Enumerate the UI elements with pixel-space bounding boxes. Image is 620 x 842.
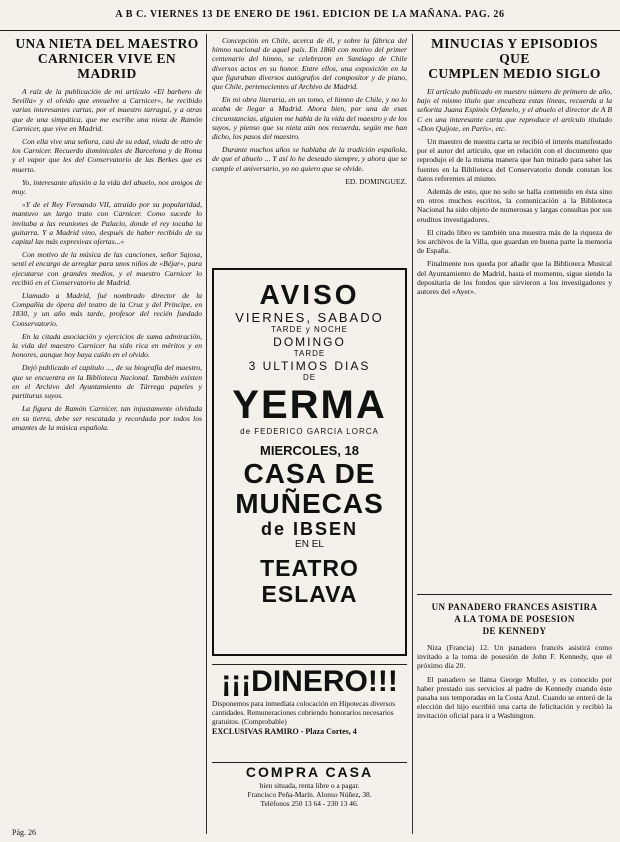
dinero-footer: EXCLUSIVAS RAMIRO - Plaza Cortes, 4 [212,727,357,736]
headline-line-3: DE KENNEDY [482,626,547,636]
ad-en-el: EN EL [295,539,324,550]
paragraph: Finalmente nos queda por añadir que la Biblioteca Musical del Ayuntamiento de Madrid, hasta el momento, sigue siendo la depositaria de los fondos que sirvieron a los investigadores y autores del «Ayer». [417,259,612,297]
headline-line-2: CUMPLEN MEDIO SIGLO [428,66,601,81]
paragraph: Además de esto, que no solo se halla contenido en ésta sino en otros muchos escritos, la comunicación a la Biblioteca Nacional ha sido objeto de numerosas y largas consultas por sus eruditos investigadores. [417,187,612,224]
article-panadero [417,594,612,835]
ad-tarde-noche: TARDE y NOCHE [271,325,348,334]
running-head: A B C. VIERNES 13 DE ENERO DE 1961. EDICION DE LA MAÑANA. PAG. 26 [0,0,620,31]
column-rule-2 [412,34,413,834]
compra-headline: COMPRA CASA [245,764,374,780]
compra-line: Francisco Peña-Marín. Alonso Núñez, 38. [247,790,372,799]
signature: ED. DOMINGUEZ. [345,176,407,186]
paragraph: Niza (Francia) 12. Un panadero francés asistirá como invitado a la toma de posesión de John F. Kennedy, que el próximo día 20. [417,643,612,671]
headline-minucias [417,36,612,81]
ad-aviso: AVISO [259,279,360,310]
paragraph: Yo, interesante alusión a la vida del abuelo, nos amigos de muy. [12,177,202,197]
compra-line: Teléfonos 250 13 64 - 230 13 46. [260,799,359,808]
paragraph: Dejó publicado el capítulo ..., de su biografía del maestro, que se encuentra en la Biblioteca Nacional. También existen en el Archivo del Ayuntamiento de Tárrega papeles y partituras suyos. [12,363,202,401]
article-right-column [417,36,612,588]
dinero-headline: ¡¡¡DINERO!!! [221,665,398,698]
paragraph: El panadero se llama George Muller, y es conocido por haber prestado sus servicios al padre de Kennedy cuando éste pasaba sus temporadas en la Costa Azul. Cuando se enteró de la elección del hijo escribió una carta de felicitación y recibió la invitación oficial para ir a Washington. [417,674,612,721]
headline-line-1: UN PANADERO FRANCES ASISTIRA [431,602,598,612]
column-rule-1 [206,34,207,834]
dinero-text: Disponemos para inmediata colocación en Hipotecas diversos cantidades. Remuneraciones cubriendo honorarios necesarios gratuitos. (Comprobable) [212,699,396,726]
page-mark: Pág. 26 [12,828,36,837]
paragraph: «Y de el Rey Fernando VII, atraído por su popularidad, mantuvo un largo trato con Carnicer. Como sucede lo invitaba a las reuniones de Palacio, donde el rey tocaba la guitarra. Y a Madrid vino, después de haber recibido de su capital las más expresivas ofertas...» [12,200,202,247]
compra-casa-advertisement [212,762,407,833]
paragraph: En la citada asociación y ejercicios de suma admiración, la vida del maestro Carnicer ha sido rica en méritos y en honores, aunque hoy haya caído en el olvido. [12,331,202,360]
theatre-advertisement [212,268,407,656]
paragraph: La figura de Ramón Carnicer, tan injustamente olvidada en su tierra, debe ser rescatada y recordada por todos los amantes de la música española. [12,404,202,432]
paragraph: Con ella vive una señora, casi de su edad, viuda de otro de los Carnicer. Recuerdo dominicales de Barcelona y de Roma y el vapor que les del Conservatorio de las Berkes que es muerto. [12,137,202,174]
headline-line-2: A LA TOMA DE POSESION [454,614,575,624]
paragraph: El artículo publicado en nuestro número de primero de año, bajo el mismo título que encabeza estas líneas, recuerda a la señorita Juana Espinós Orfanelo, y el abuelo el director de A B C en una interesante carta que reproduce el artículo titulado «Don Quijote, en París», etc. [417,87,612,133]
paragraph: Llamado a Madrid, fué nombrado director de la Compañía de ópera del teatro de la Cruz y del Príncipe, en 1830, y un año más tarde, profesor del recién fundado Conservatorio. [12,291,202,328]
ad-tarde: TARDE [293,349,326,358]
paragraph: Concepción en Chile, acerca de él, y sobre la fábrica del himno nacional de aquel país. En 1860 con motivo del primer centenario del himno, se celebraron en Santiago de Chile diversos actos en su honor. Entre ellos, una exposición en la que figuraban diversos autógrafos del compositor y de piano, que Chile, pertenecientes al Archivo de Madrid. [212,36,407,92]
headline-line-1: UNA NIETA DEL MAESTRO [15,36,199,51]
paragraph: Un maestro de nuestra carta se recibió el interés manifestado por el autor del artículo, que en relación con el documento que reprodujo el de la misma manera que han mirado para saber las fuentes en la Biblioteca del Conservatorio donde constan los datos referentes al mismo. [417,137,612,183]
ad-author: de FEDERICO GARCIA LORCA [240,427,379,436]
ad-ibsen: de IBSEN [260,519,359,539]
paragraph: El citado libro es también una muestra más de la riqueza de los archivos de la Villa, que guardan en buena parte la memoria de España. [417,227,612,256]
headline-panadero [417,601,612,637]
article-left-column [12,36,202,836]
ad-casa: CASA DE [243,458,376,489]
headline-line-2: CARNICER VIVE EN MADRID [37,51,177,81]
paragraph: Con motivo de la música de las canciones, señor Sajosa, sentí el encargo de arreglar para unos niños de «Béjar», para ejecutarse con grandes medios, y el maestro Carnicer lo recibió en el Conservatorio de Madrid. [12,250,202,287]
ad-yerma: YERMA [232,383,387,427]
ad-domingo: DOMINGO [273,335,346,349]
ad-teatro: TEATRO ESLAVA [260,555,359,607]
dinero-advertisement [212,664,407,759]
paragraph: A raíz de la publicación de mi artículo «El barbero de Sevilla» y el olvido que envuelve a Carnicer», he recibido varias interesantes cartas, por el maestro tarraguí, y a otras que de una simpática, que me escribe una nieta de Ramón Carnicer, que vive en Madrid. [12,87,202,133]
headline-line-1: MINUCIAS Y EPISODIOS QUE [431,36,598,66]
ad-days: VIERNES, SABADO [235,310,384,325]
ad-date: MIERCOLES, 18 [260,443,359,458]
paragraph: Durante muchos años se hablaba de la tradición española, de que el abuelo ... Y así lo he deseado siempre, y ahora que se cumple el aniversario, yo no quiero que se olvide. [212,145,407,173]
compra-line: bien situada, renta libre o a pagar. [259,781,360,790]
ad-ultimos: 3 ULTIMOS DIAS [248,359,371,373]
ad-de: DE [302,373,317,382]
ad-munecas: MUÑECAS [235,488,384,519]
headline-carnicer [12,36,202,81]
paragraph: En mi obra literaria, en un tomo, el himno de Chile, y no lo acaba de llegar a Madrid. Ahora bien, por una de esas circunstancias, alguien me habla de la vida del maestro y de los suyos, y pienso que su nieta aún nos recuerda, según me han dicho, los pasos del maestro. [212,95,407,142]
article-middle-column [212,36,407,261]
